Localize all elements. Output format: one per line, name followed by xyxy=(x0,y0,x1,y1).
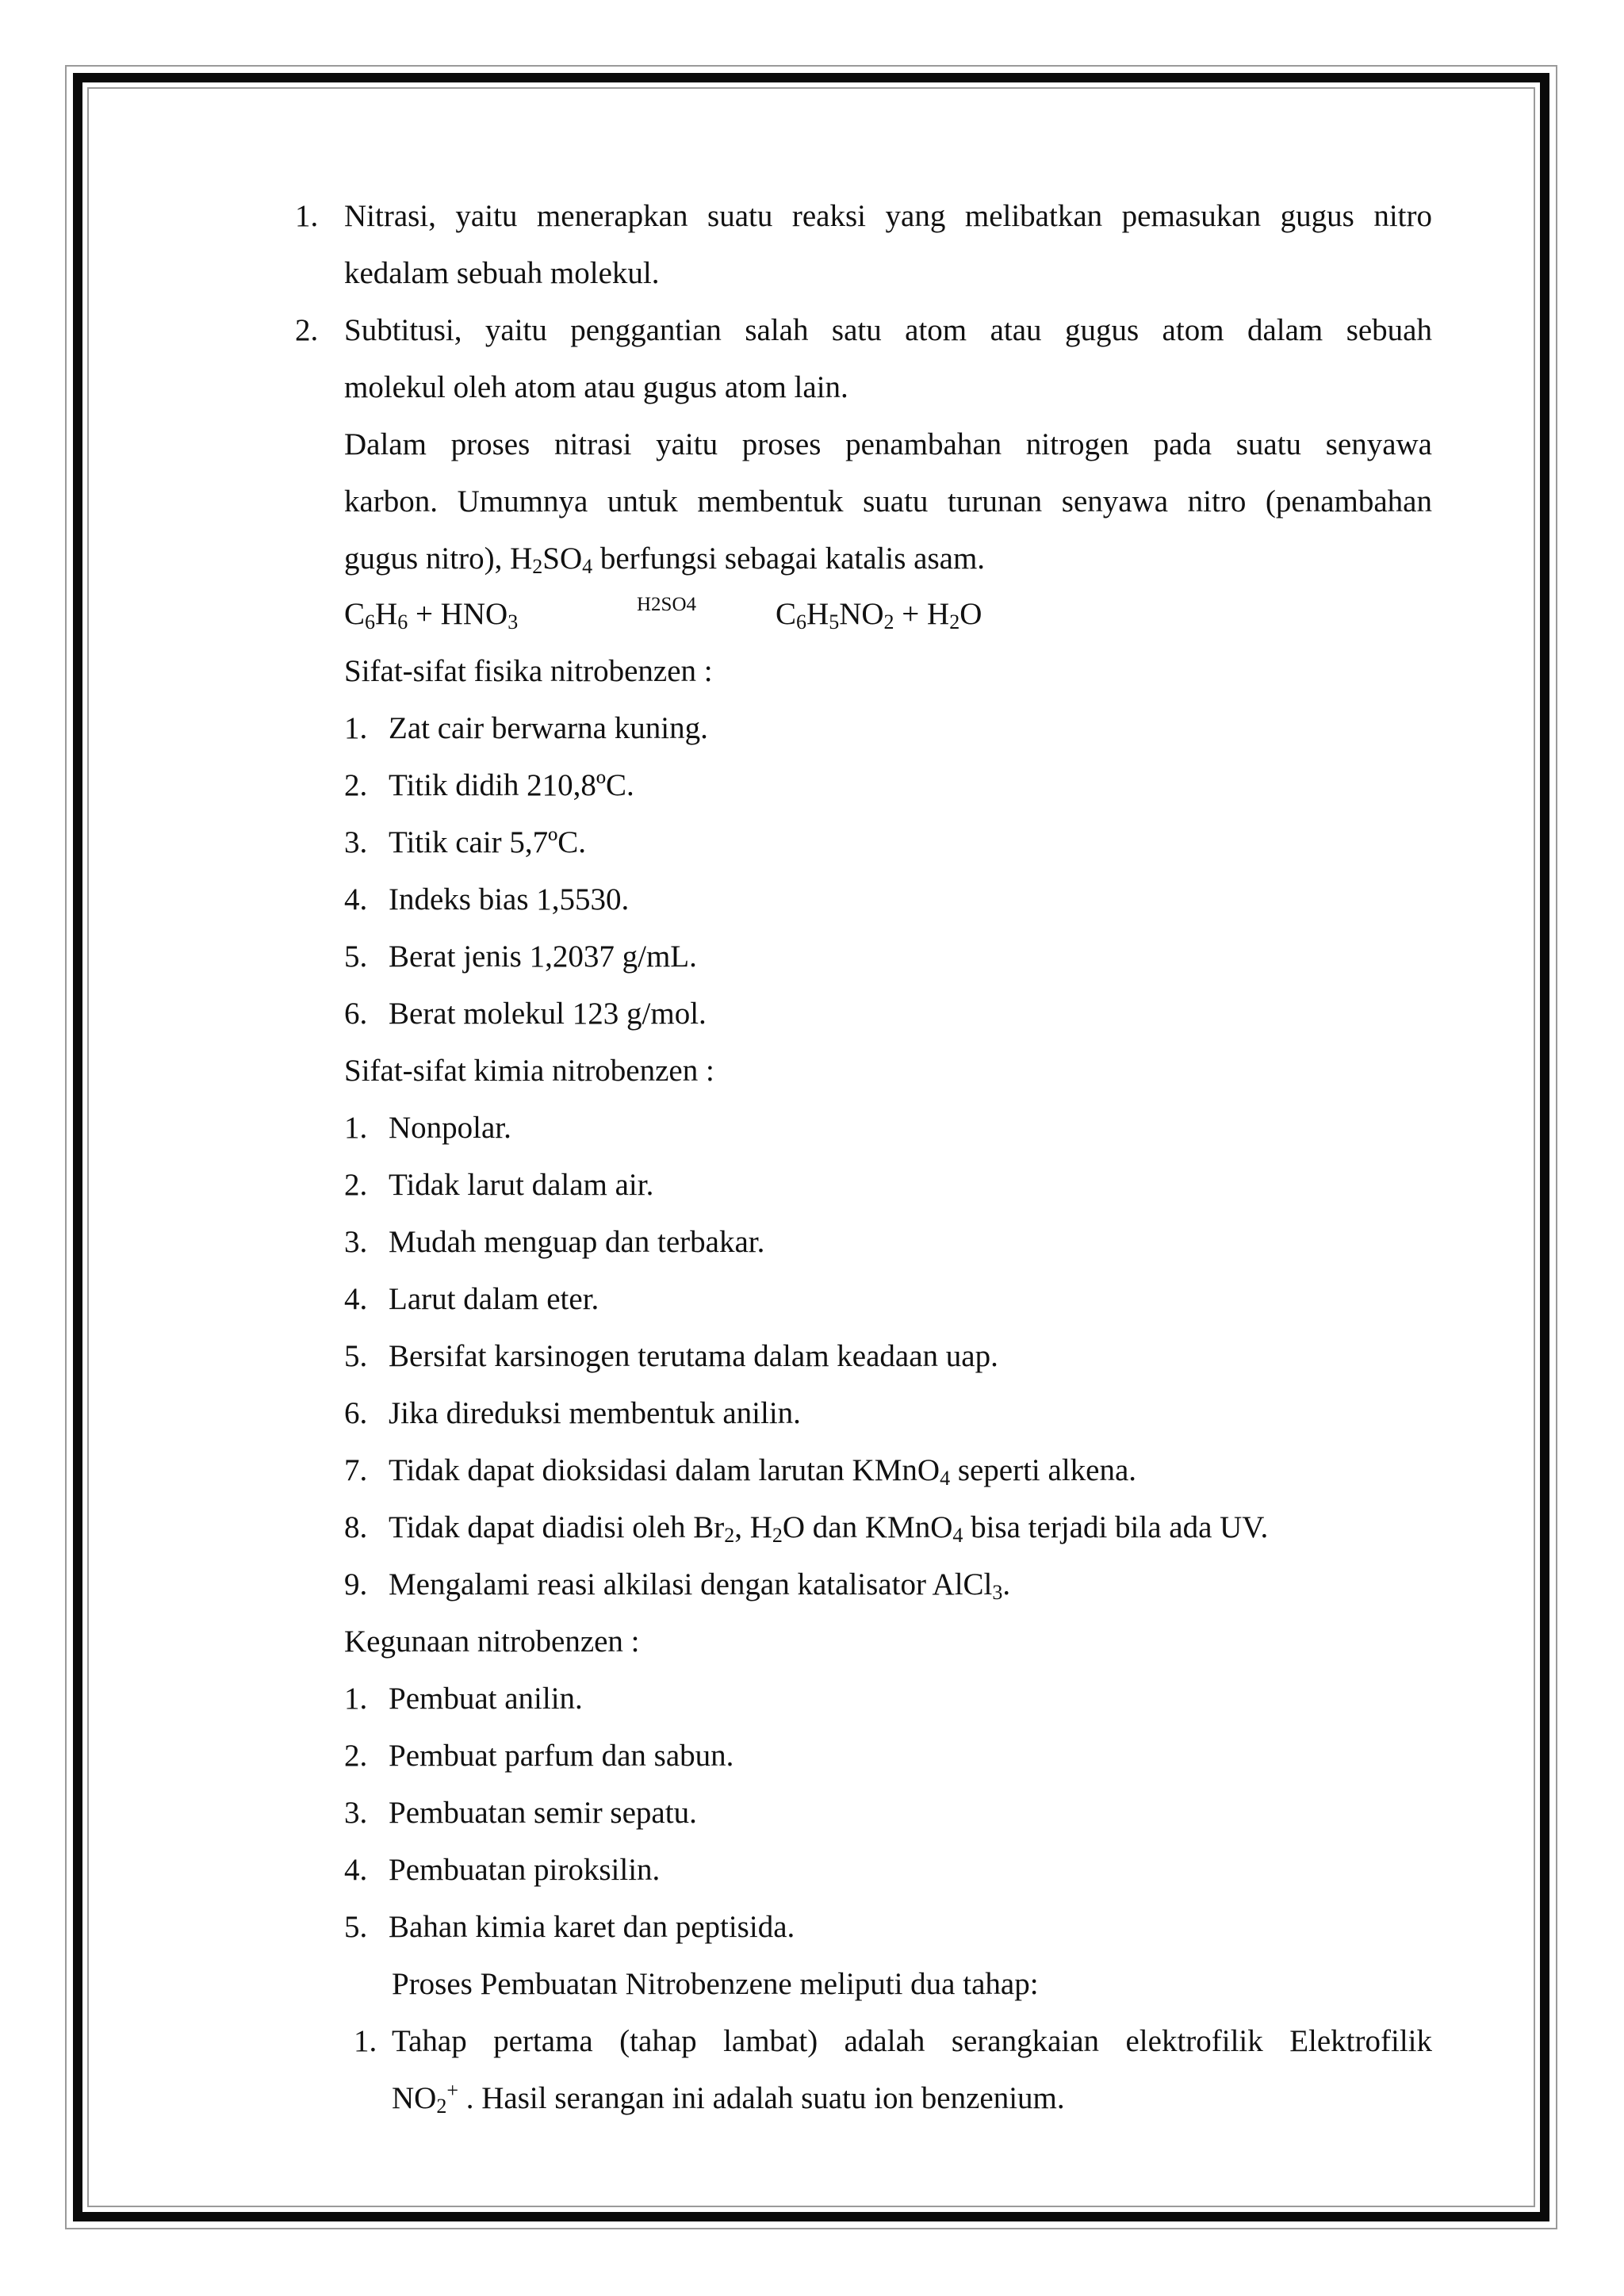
list-item-text: Mengalami reasi alkilasi dengan katalisator AlCl$_3$. xyxy=(389,1567,1011,1604)
reaction-catalyst: H2SO4 xyxy=(637,594,697,615)
list-item-text: Nonpolar. xyxy=(389,1111,511,1145)
list-item-text: Tahap pertama (tahap lambat) adalah serangkaian elektrofilik Elektrofilik xyxy=(392,2024,1432,2058)
list-item-text: Nitrasi, yaitu menerapkan suatu reaksi yang melibatkan pemasukan gugus nitro xyxy=(344,199,1432,233)
list-number: 1. xyxy=(344,1111,368,1145)
list-number: 6. xyxy=(344,1396,368,1430)
list-number: 1. xyxy=(354,2024,377,2058)
list-item-text: molekul oleh atom atau gugus atom lain. xyxy=(344,370,848,404)
list-number: 1. xyxy=(344,711,368,745)
list-item-text: Titik cair 5,7ºC. xyxy=(389,825,587,859)
list-number: 5. xyxy=(344,1339,368,1373)
list-number: 8. xyxy=(344,1510,368,1544)
list-number: 3. xyxy=(344,825,368,859)
list-item-text: Titik didih 210,8ºC. xyxy=(389,768,634,802)
section-heading: Kegunaan nitrobenzen : xyxy=(344,1624,640,1659)
list-number: 2. xyxy=(295,313,319,347)
section-heading: Sifat-sifat kimia nitrobenzen : xyxy=(344,1054,714,1088)
list-item-text: $NO_2^+$ . Hasil serangan ini adalah suatu ion benzenium. xyxy=(392,2079,1065,2118)
list-number: 3. xyxy=(344,1225,368,1259)
list-item-text: Pembuatan piroksilin. xyxy=(389,1853,661,1887)
reaction-reactants: $C_6H_6 + HNO_3$ xyxy=(344,597,519,633)
section-heading: Sifat-sifat fisika nitrobenzen : xyxy=(344,654,713,688)
list-number: 4. xyxy=(344,1282,368,1316)
list-item-text: Berat jenis 1,2037 g/mL. xyxy=(389,939,697,974)
list-item-text: Larut dalam eter. xyxy=(389,1282,599,1316)
paragraph-line: karbon. Umumnya untuk membentuk suatu turunan senyawa nitro (penambahan xyxy=(344,484,1432,519)
list-item-text: Berat molekul 123 g/mol. xyxy=(389,997,707,1031)
list-item-text: Pembuatan semir sepatu. xyxy=(389,1796,697,1830)
list-number: 5. xyxy=(344,939,368,974)
list-item-text: Tidak dapat dioksidasi dalam larutan KMnO$_4$ seperti alkena. xyxy=(389,1453,1137,1490)
paragraph-line: Dalam proses nitrasi yaitu proses penambahan nitrogen pada suatu senyawa xyxy=(344,427,1432,461)
list-number: 6. xyxy=(344,997,368,1031)
list-item-text: Jika direduksi membentuk anilin. xyxy=(389,1396,801,1430)
paragraph-line: gugus nitro), $H_2SO_4$ berfungsi sebagai katalis asam. xyxy=(344,541,986,578)
list-item-text: Indeks bias 1,5530. xyxy=(389,882,630,916)
list-item-text: Mudah menguap dan terbakar. xyxy=(389,1225,765,1259)
list-item-text: Tidak dapat diadisi oleh $Br_2$, $H_2O$ dan KMnO$_4$ bisa terjadi bila ada UV. xyxy=(389,1510,1269,1547)
list-number: 1. xyxy=(344,1682,368,1716)
list-number: 4. xyxy=(344,1853,368,1887)
list-number: 7. xyxy=(344,1453,368,1487)
list-item-text: Bahan kimia karet dan peptisida. xyxy=(389,1910,795,1944)
list-number: 5. xyxy=(344,1910,368,1944)
section-heading: Proses Pembuatan Nitrobenzene meliputi dua tahap: xyxy=(392,1967,1039,2001)
list-item-text: Zat cair berwarna kuning. xyxy=(389,711,708,745)
list-item-text: Pembuat parfum dan sabun. xyxy=(389,1739,734,1773)
list-number: 2. xyxy=(344,1739,368,1773)
list-number: 2. xyxy=(344,768,368,802)
list-item-text: Bersifat karsinogen terutama dalam keadaan uap. xyxy=(389,1339,998,1373)
list-item-text: kedalam sebuah molekul. xyxy=(344,256,660,290)
list-number: 1. xyxy=(295,199,319,233)
list-number: 2. xyxy=(344,1168,368,1202)
list-number: 9. xyxy=(344,1567,368,1601)
reaction-products: $C_6H_5NO_2 + H_2O$ xyxy=(776,597,982,633)
list-item-text: Subtitusi, yaitu penggantian salah satu atom atau gugus atom dalam sebuah xyxy=(344,313,1432,347)
list-item-text: Pembuat anilin. xyxy=(389,1682,583,1716)
list-item-text: Tidak larut dalam air. xyxy=(389,1168,654,1202)
list-number: 4. xyxy=(344,882,368,916)
list-number: 3. xyxy=(344,1796,368,1830)
